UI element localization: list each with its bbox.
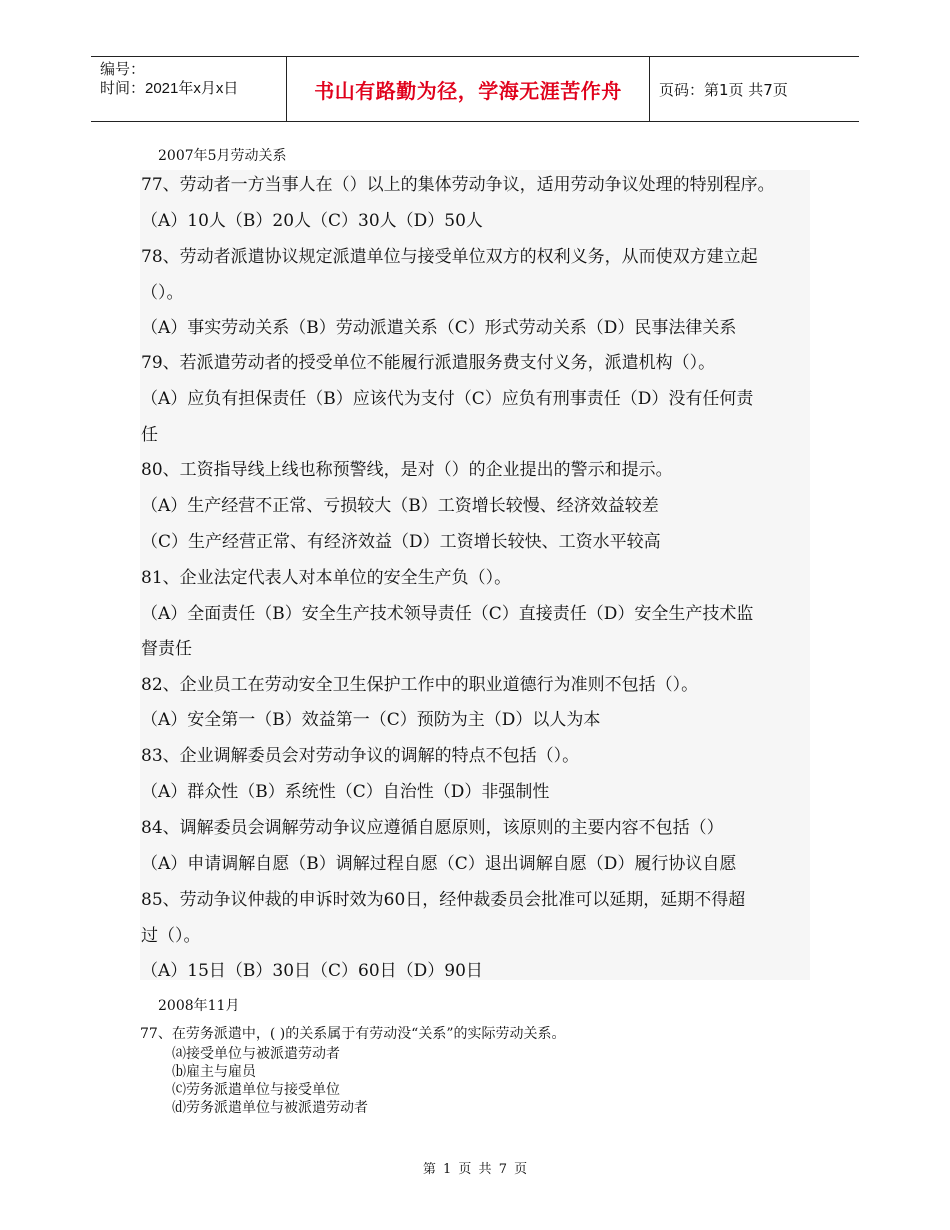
- question-line: 82、企业员工在劳动安全卫生保护工作中的职业道德行为准则不包括（）。: [141, 675, 699, 695]
- question-line-2008: 77、在劳务派遣中，( )的关系属于有劳动没“关系”的实际劳动关系。: [140, 1026, 566, 1042]
- question-line: 77、劳动者一方当事人在（）以上的集体劳动争议，适用劳动争议处理的特别程序。: [141, 175, 775, 195]
- question-line: 83、企业调解委员会对劳动争议的调解的特点不包括（）。: [141, 746, 580, 766]
- header-meta: [91, 57, 287, 121]
- header-page-info: 页码：第1页 共7页: [659, 80, 788, 99]
- option-line-2008-d: ⒟劳务派遣单位与被派遣劳动者: [172, 1100, 368, 1116]
- option-line: （A）群众性（B）系统性（C）自治性（D）非强制性: [141, 782, 550, 802]
- time-label: 时间：2021年x月x日: [100, 80, 239, 97]
- question-line: 85、劳动争议仲裁的申诉时效为60日，经仲裁委员会批准可以延期，延期不得超: [141, 890, 746, 910]
- question-line: 79、若派遣劳动者的授受单位不能履行派遣服务费支付义务，派遣机构（）。: [141, 353, 716, 373]
- header-motto: 书山有路勤为径，学海无涯苦作舟: [287, 57, 650, 121]
- question-line: 80、工资指导线上线也称预警线，是对（）的企业提出的警示和提示。: [141, 460, 673, 480]
- option-line: （A）生产经营不正常、亏损较大（B）工资增长较慢、经济效益较差: [141, 496, 659, 516]
- question-line: 84、调解委员会调解劳动争议应遵循自愿原则，该原则的主要内容不包括（）: [141, 818, 724, 838]
- page-header: [91, 56, 859, 122]
- option-line: （A）15日（B）30日（C）60日（D）90日: [141, 961, 483, 981]
- question-line: 81、企业法定代表人对本单位的安全生产负（）。: [141, 568, 512, 588]
- option-line: （A）应负有担保责任（B）应该代为支付（C）应负有刑事责任（D）没有任何责: [141, 389, 754, 409]
- option-line: （A）10人（B）20人（C）30人（D）50人: [141, 211, 483, 231]
- option-line: （A）全面责任（B）安全生产技术领导责任（C）直接责任（D）安全生产技术监: [141, 604, 754, 624]
- option-line: （A）事实劳动关系（B）劳动派遣关系（C）形式劳动关系（D）民事法律关系: [141, 318, 737, 338]
- option-line: （A）申请调解自愿（B）调解过程自愿（C）退出调解自愿（D）履行协议自愿: [141, 854, 737, 874]
- option-line: （A）安全第一（B）效益第一（C）预防为主（D）以人为本: [141, 710, 601, 730]
- option-line-2008-c: ⒞劳务派遣单位与接受单位: [172, 1082, 340, 1098]
- code-label: 编号：: [100, 61, 146, 78]
- option-line: 督责任: [141, 639, 192, 659]
- section-title-2008: 2008年11月: [158, 998, 240, 1014]
- section-title-2007: 2007年5月劳动关系: [158, 148, 287, 164]
- option-line-2008-a: ⒜接受单位与被派遣劳动者: [172, 1046, 340, 1062]
- option-line: 任: [141, 425, 158, 445]
- question-line: 78、劳动者派遣协议规定派遣单位与接受单位双方的权利义务，从而使双方建立起: [141, 247, 758, 267]
- option-line-2008-b: ⒝雇主与雇员: [172, 1064, 256, 1080]
- page-footer: 第 1 页 共 7 页: [422, 1162, 528, 1177]
- question-line: （）。: [141, 283, 184, 303]
- option-line: （C）生产经营正常、有经济效益（D）工资增长较快、工资水平较高: [141, 532, 661, 552]
- question-line: 过（）。: [141, 926, 201, 946]
